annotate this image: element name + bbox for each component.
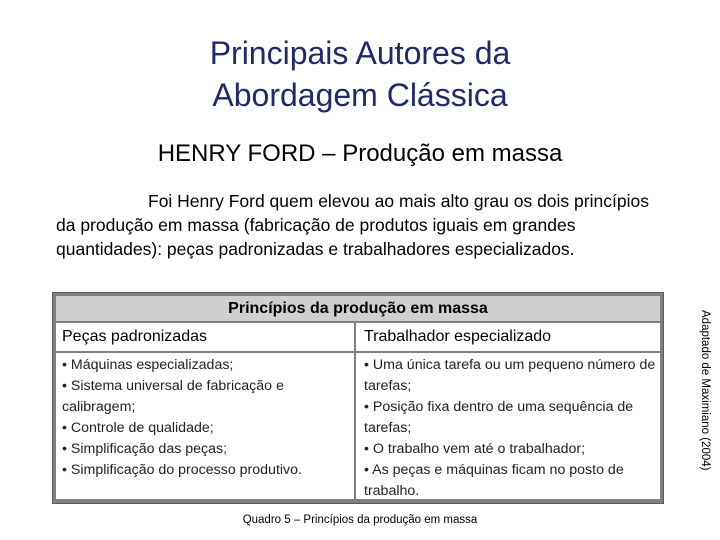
slide-title-line-1: Principais Autores da [209,35,511,71]
list-item: • Simplificação das peças; [62,441,228,457]
source-note [698,310,712,524]
list-item: • Posição fixa dentro de uma sequência de tarefas; [364,399,634,436]
slide-subtitle: HENRY FORD – Produção em massa [157,140,563,167]
slide-title [0,32,720,116]
standardized-parts-list [56,353,354,499]
column-heading-specialized-worker: Trabalhador especializado [356,323,660,351]
table-caption: Quadro 5 – Princípios da produção em massa [242,514,478,526]
slide-title-line-2: Abordagem Clássica [212,77,508,113]
list-item: • Uma única tarefa ou um pequeno número de tarefas; [364,357,656,394]
list-item: • O trabalho vem até o trabalhador; [364,441,586,457]
specialized-worker-list [356,353,660,499]
list-item: • Simplificação do processo produtivo. [62,462,302,478]
list-item: • As peças e máquinas ficam no posto de trabalho. [364,462,624,499]
principles-table [52,292,664,504]
column-heading-standardized-parts: Peças padronizadas [56,323,354,351]
source-note-text: Adaptado de Maximiano (2004) [699,310,711,471]
intro-paragraph: Foi Henry Ford quem elevou ao mais alto grau os dois princípios da produção em massa (fabricação de produtos iguais em grandes quantidades): peças padronizadas e trabalhadores especializados. [56,191,649,259]
table-header: Princípios da produção em massa [56,296,660,321]
list-item: • Sistema universal de fabricação e calibragem; [62,378,284,415]
list-item: • Controle de qualidade; [62,420,214,436]
list-item: • Máquinas especializadas; [62,357,234,373]
